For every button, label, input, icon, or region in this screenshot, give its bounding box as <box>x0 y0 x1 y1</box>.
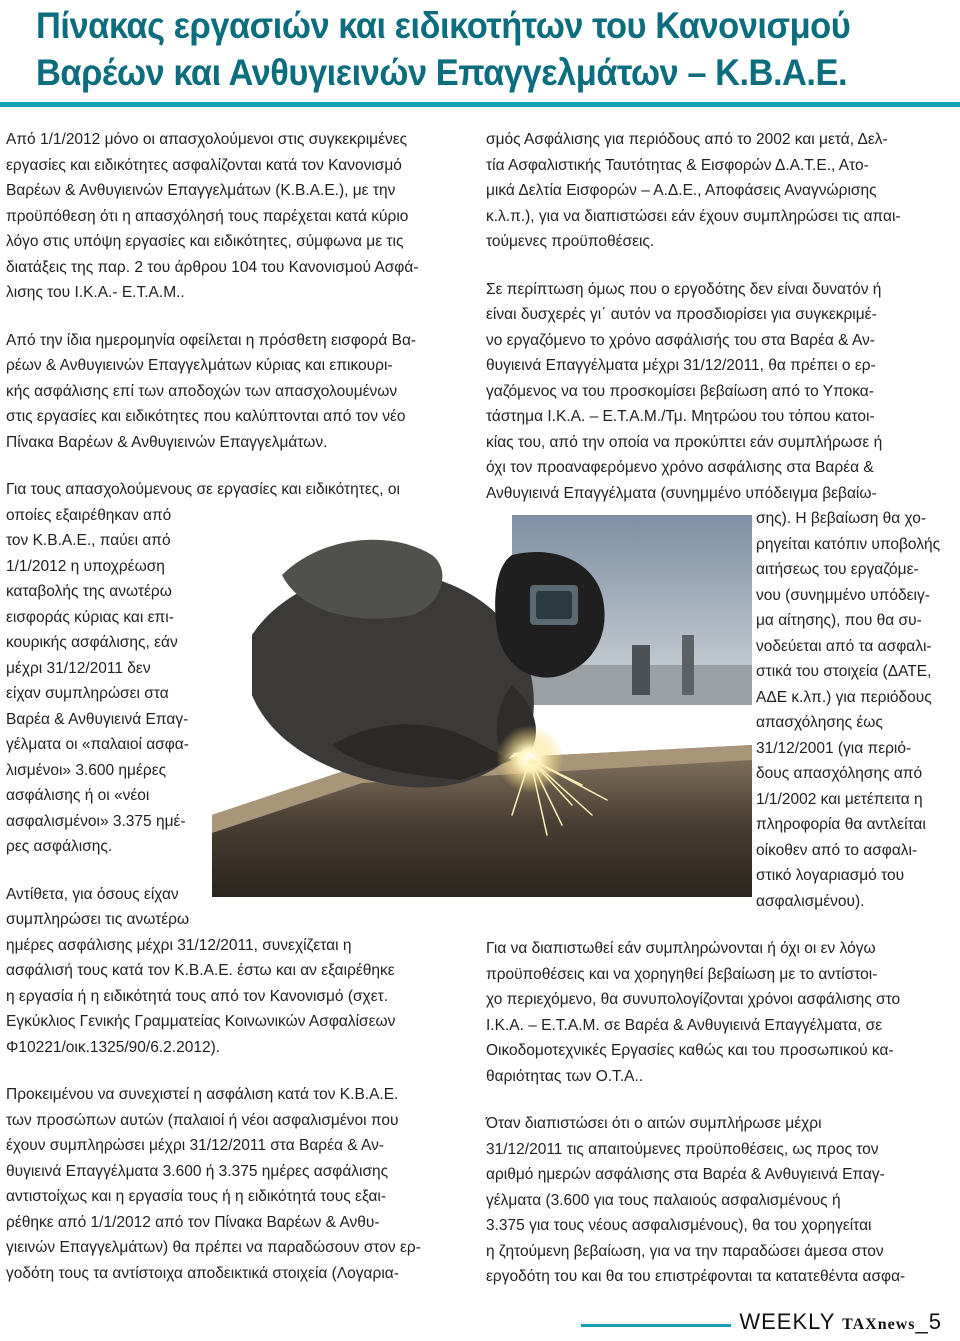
text-line: Από την ίδια ημερομηνία οφείλεται η πρόσθετη εισφορά Βα- <box>6 331 417 349</box>
text-line: θυγιεινά Επαγγέλματα μέχρι 31/12/2011, θα πρέπει ο ερ- <box>486 357 876 374</box>
text-line: διατάξεις της παρ. 2 του άρθρου 104 του Κανονισμού Ασφά- <box>6 258 419 276</box>
text-line: εργοδότη του και θα του επιστρέφονται τα κατατεθέντα ασφα- <box>486 1268 906 1285</box>
text-line: στις εργασίες και ειδικότητες που καλύπτονται από τον νέο <box>6 408 406 425</box>
text-line: Οικοδομοτεχνικές Εργασίες καθώς και του προσωπικού κα- <box>486 1042 894 1059</box>
text-line: κής ασφάλισης επί των αποδοχών των απασχολουμένων <box>6 382 398 400</box>
text-line: Σε περίπτωση όμως που ο εργοδότης δεν είναι δυνατόν ή <box>486 280 882 298</box>
left-paragraph-5 <box>6 1082 466 1286</box>
text-line: ΑΔΕ κ.λπ.) για περιόδους <box>756 688 932 706</box>
text-line: Εγκύκλιος Γενικής Γραμματείας Κοινωνικών Ασφαλίσεων <box>6 1013 396 1030</box>
text-line: Βαρέα & Ανθυγιεινά Επαγ- <box>6 710 189 728</box>
text-line: ασφάλισή τους κατά τον Κ.Β.Α.Ε. έστω και αν εξαιρέθηκε <box>6 962 395 979</box>
text-line: 31/12/2001 (για περιό- <box>756 739 912 757</box>
text-line: νοδεύεται από τα ασφαλι- <box>756 637 932 655</box>
left-paragraph-2 <box>6 328 466 456</box>
text-line: Αντίθετα, για όσους είχαν <box>6 885 179 903</box>
text-line: μικά Δελτία Εισφορών – Α.Δ.Ε., Αποφάσεις Αναγνώρισης <box>486 182 877 199</box>
text-line: 31/12/2011 τις απαιτούμενες προϋποθέσεις, ως προς τον <box>486 1140 879 1158</box>
text-line: έχουν συμπληρώσει μέχρι 31/12/2011 στα Βαρέα & Αν- <box>6 1137 385 1154</box>
text-line: μα αίτησης), που θα συ- <box>756 612 922 629</box>
text-line: τον Κ.Β.Α.Ε., παύει από <box>6 532 171 549</box>
text-line: γιεινών Επαγγελμάτων) θα πρέπει να παραδώσουν στον ερ- <box>6 1239 421 1256</box>
text-line: στικό λογαριασμό του <box>756 867 905 884</box>
text-line: Βαρέων & Ανθυγιεινών Επαγγελμάτων (Κ.Β.Α.Ε.), με την <box>6 182 396 199</box>
text-line: δους απασχόλησης από <box>756 765 923 782</box>
text-line: Ανθυγιεινά Επαγγέλματα (συνημμένο υπόδειγμα βεβαίω- <box>486 484 877 502</box>
text-line: ασφάλισης ή οι «νέοι <box>6 787 150 804</box>
text-line: θαριότητας των Ο.Τ.Α.. <box>486 1067 644 1085</box>
title-line-1: Πίνακας εργασιών και ειδικοτήτων του Κανονισμού <box>36 5 851 46</box>
text-line: στικά του στοιχεία (ΔΑΤΕ, <box>756 663 932 680</box>
text-line: σης). Η βεβαίωση θα χο- <box>756 510 927 527</box>
title-divider <box>0 102 960 107</box>
right-paragraph-1 <box>486 127 946 255</box>
text-line: τάστημα Ι.Κ.Α. – Ε.Τ.Α.Μ./Τμ. Μητρώου του τόπου κατοι- <box>486 408 875 425</box>
text-line: οποίες εξαιρέθηκαν από <box>6 506 172 524</box>
text-line: ρες ασφάλισης. <box>6 838 113 855</box>
text-line: Για να διαπιστωθεί εάν συμπληρώνονται ή όχι οι εν λόγω <box>486 940 876 957</box>
text-line: λόγο στις υπόψη εργασίες και ειδικότητες, σύμφωνα με τις <box>6 233 404 250</box>
title-line-2: Βαρέων και Ανθυγιεινών Επαγγελμάτων – Κ.Β.Α.Ε. <box>36 52 848 93</box>
text-line: η εργασία ή η ειδικότητά τους από τον Κανονισμό (σχετ. <box>6 987 389 1005</box>
text-line: θυγιεινά Επαγγέλματα 3.600 ή 3.375 ημέρες ασφάλισης <box>6 1162 389 1180</box>
text-line: λισης του Ι.Κ.Α.- Ε.Τ.Α.Μ.. <box>6 284 185 301</box>
text-line: συμπληρώσει τις ανωτέρω <box>6 911 190 928</box>
right-paragraph-4 <box>486 1111 946 1290</box>
text-line: πληροφορία θα αντλείται <box>756 816 926 833</box>
text-line: είναι δυσχερές γι΄ αυτόν να προσδιορίσει για συγκεκριμέ- <box>486 306 877 323</box>
text-line: απασχόλησης έως <box>756 714 883 731</box>
text-line: κ.λ.π.), για να διαπιστώσει εάν έχουν συμπληρώσει τις απαι- <box>486 207 901 225</box>
text-line: σμός Ασφάλισης για περιόδους από το 2002 και μετά, Δελ- <box>486 131 888 148</box>
text-line: εισφοράς κύριας και επι- <box>6 608 174 626</box>
text-line: Προκειμένου να συνεχιστεί η ασφάλιση κατά τον Κ.Β.Α.Ε. <box>6 1086 399 1103</box>
welder-photo <box>212 515 752 897</box>
text-line: λισμένοι» 3.600 ημέρες <box>6 761 167 779</box>
text-line: των προσώπων αυτών (παλαιοί ή νέοι ασφαλισμένοι που <box>6 1111 399 1129</box>
page-title <box>36 2 873 96</box>
text-line: χο περιεχόμενο, θα συνυπολογίζονται χρόνοι ασφάλισης στο <box>486 991 901 1008</box>
text-line: 3.375 για τους νέους ασφαλισμένους), θα του χορηγείται <box>486 1217 872 1234</box>
text-line: ημέρες ασφάλισης μέχρι 31/12/2011, συνεχίζεται η <box>6 936 352 954</box>
text-line: αριθμό ημερών ασφάλισης στα Βαρέα & Ανθυγιεινά Επαγ- <box>486 1166 885 1183</box>
text-line: 1/1/2012 η υποχρέωση <box>6 557 165 575</box>
footer-brand: WEEKLY TAXnews_5 <box>739 1309 942 1334</box>
footer <box>581 1307 942 1335</box>
text-line: τία Ασφαλιστικής Ταυτότητας & Εισφορών Δ.Α.Τ.Ε., Ατο- <box>486 156 869 174</box>
text-line: νου (συνημμένο υπόδειγ- <box>756 586 930 604</box>
text-line: εργασίες και ειδικότητες ασφαλίζονται κατά τον Κανονισμό <box>6 156 402 174</box>
text-line: προϋπόθεση ότι η απασχόλησή τους παρέχεται κατά κύριο <box>6 207 409 225</box>
text-line: ρηγείται κατόπιν υποβολής <box>756 535 941 553</box>
text-line: Από 1/1/2012 μόνο οι απασχολούμενοι στις συγκεκριμένες <box>6 131 408 148</box>
text-line: Πίνακα Βαρέων & Ανθυγιεινών Επαγγελμάτων. <box>6 433 328 451</box>
text-line: αιτήσεως του εργαζόμε- <box>756 561 919 578</box>
text-line: αντιστοίχως και η εργασία τους ή η ειδικότητά τους εξαι- <box>6 1188 387 1205</box>
right-paragraph-3 <box>486 936 946 1089</box>
text-line: Φ10221/οικ.1325/90/6.2.2012). <box>6 1038 221 1056</box>
text-line: γέλματα οι «παλαιοί ασφα- <box>6 736 189 753</box>
text-line: ασφαλισμένοι» 3.375 ημέ- <box>6 812 186 830</box>
text-line: προϋποθέσεις και να χορηγηθεί βεβαίωση με το αντίστοι- <box>486 965 878 983</box>
text-line: 1/1/2002 και μετέπειτα η <box>756 790 923 808</box>
text-line: ρέθηκε από 1/1/2012 από τον Πίνακα Βαρέων & Ανθυ- <box>6 1213 380 1231</box>
text-line: μέχρι 31/12/2011 δεν <box>6 659 151 677</box>
text-line: κουρικής ασφάλισης, εάν <box>6 634 178 651</box>
text-line: η ζητούμενη βεβαίωση, για να την παραδώσει άμεσα στον <box>486 1242 884 1260</box>
text-line: καταβολής της ανωτέρω <box>6 583 172 600</box>
text-line: τούμενες προϋποθέσεις. <box>486 233 655 250</box>
text-line: οίκοθεν από το ασφαλι- <box>756 841 918 859</box>
text-line: Όταν διαπιστώσει ότι ο αιτών συμπλήρωσε μέχρι <box>486 1115 822 1132</box>
footer-bar <box>581 1324 731 1327</box>
text-line: ρέων & Ανθυγιεινών Επαγγελμάτων κύριας και επικουρι- <box>6 357 393 374</box>
text-line: γέλματα (3.600 για τους παλαιούς ασφαλισμένους ή <box>486 1191 841 1209</box>
text-line: όχι τον προαναφερόμενο χρόνο ασφάλισης στα Βαρέα & <box>486 459 874 476</box>
left-paragraph-4 <box>6 882 466 1061</box>
text-line: Για τους απασχολούμενους σε εργασίες και ειδικότητες, οι <box>6 481 400 498</box>
text-line: κίας του, από την οποία να προκύπτει εάν συμπλήρωσε ή <box>486 433 883 451</box>
text-line: Ι.Κ.Α. – Ε.Τ.Α.Μ. σε Βαρέα & Ανθυγιεινά Επαγγέλματα, σε <box>486 1016 883 1034</box>
text-line: είχαν συμπληρώσει στα <box>6 685 169 702</box>
text-line: γαζόμενος να του προσκομίσει βεβαίωση από το Υποκα- <box>486 382 874 400</box>
text-line: ασφαλισμένου). <box>756 892 865 910</box>
text-line: νο εργαζόμενο το χρόνο ασφάλισής του στα Βαρέα & Αν- <box>486 331 875 349</box>
left-paragraph-1 <box>6 127 466 306</box>
text-line: γοδότη τους τα αντίστοιχα αποδεικτικά στοιχεία (Λογαρια- <box>6 1264 399 1282</box>
